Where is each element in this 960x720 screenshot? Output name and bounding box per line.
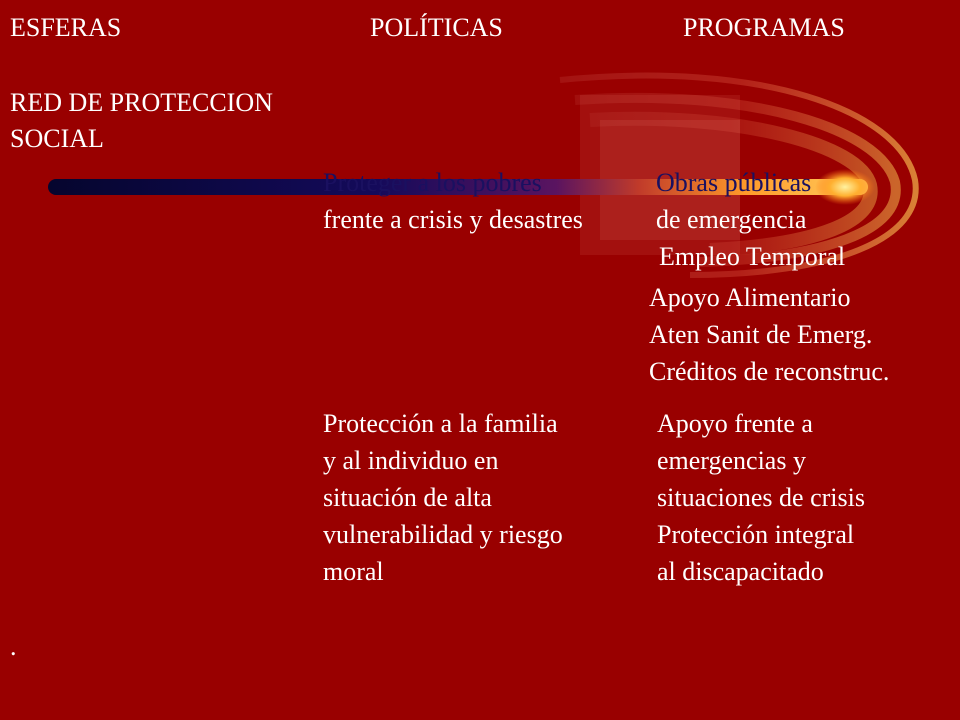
policy-line: frente a crisis y desastres: [323, 205, 583, 234]
program-line: al discapacitado: [657, 557, 824, 586]
program-line: situaciones de crisis: [657, 483, 865, 512]
program-line: emergencias y: [657, 446, 806, 475]
sphere-line: RED DE PROTECCION: [10, 88, 273, 117]
programs-emergency-works: [656, 164, 845, 275]
header-programas: PROGRAMAS: [683, 13, 845, 42]
policy-line: Protección a la familia: [323, 409, 558, 438]
program-line: Apoyo frente a: [657, 409, 813, 438]
program-line: Créditos de reconstruc.: [649, 357, 890, 386]
footer-bullet: .: [10, 632, 17, 661]
programs-support: [649, 279, 889, 390]
program-line: de emergencia: [656, 205, 807, 234]
policy-line: y al individuo en: [323, 446, 499, 475]
policy-line: vulnerabilidad y riesgo: [323, 520, 563, 549]
program-line: Obras públicas: [656, 168, 812, 197]
policy-protect-poor: [323, 164, 583, 238]
program-line: Empleo Temporal: [659, 242, 846, 271]
programs-crisis-support: [657, 405, 865, 590]
program-line: Aten Sanit de Emerg.: [649, 320, 873, 349]
header-esferas: ESFERAS: [10, 13, 122, 42]
sphere-label: [10, 85, 273, 157]
program-line: Protección integral: [657, 520, 855, 549]
policy-family-protection: [323, 405, 563, 590]
sphere-line: SOCIAL: [10, 124, 104, 153]
header-politicas: POLÍTICAS: [370, 13, 503, 42]
policy-line: situación de alta: [323, 483, 492, 512]
program-line: Apoyo Alimentario: [649, 283, 851, 312]
policy-line: moral: [323, 557, 384, 586]
policy-line: Proteger a los pobres: [323, 168, 542, 197]
